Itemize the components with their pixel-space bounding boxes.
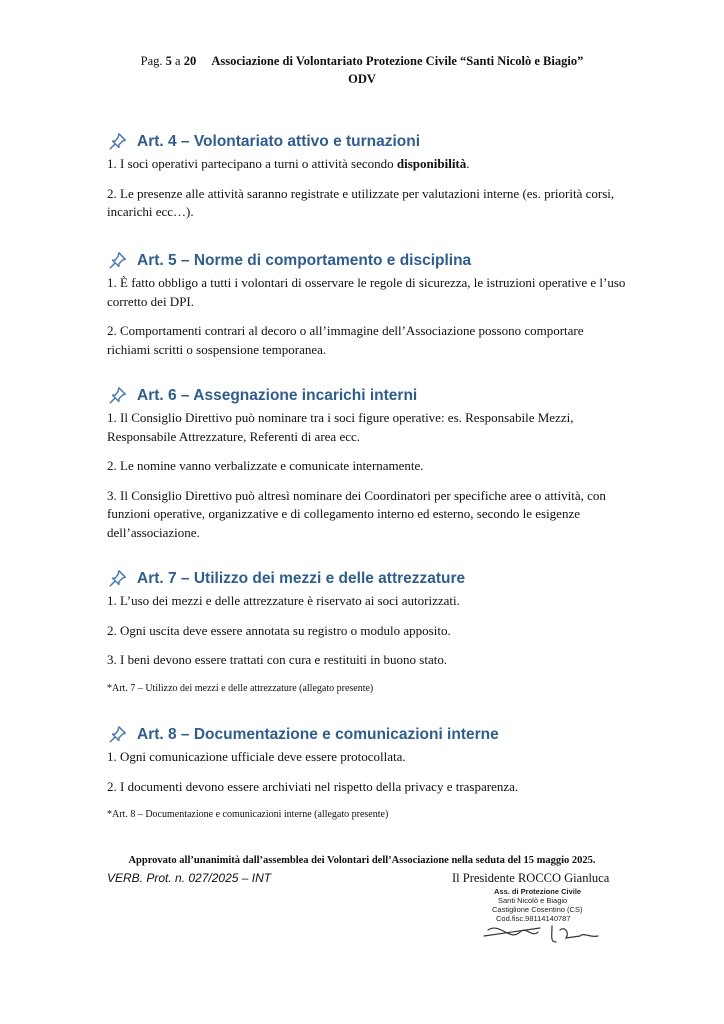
attachment-note: *Art. 8 – Documentazione e comunicazioni interne (allegato presente) [107,809,389,820]
bold-term: disponibilità [396,156,467,171]
article-title [107,385,627,407]
article-title [107,568,627,590]
article-5 [107,250,627,359]
attachment-note: *Art. 7 – Utilizzo dei mezzi e delle attrezzature (allegato presente) [107,682,374,694]
article-8 [107,724,627,822]
article-6 [107,385,627,542]
article-title-text: Art. 4 – Volontariato attivo e turnazioni [137,133,421,150]
svg-text:Ass. di Protezione Civile: Ass. di Protezione Civile [494,887,582,896]
article-paragraph: 3. I beni devono essere trattati con cura e restituiti in buono stato. [107,652,448,667]
article-paragraph: 2. Le nomine vanno verbalizzate e comunicate internamente. [107,458,424,473]
pushpin-icon [107,569,129,589]
page-header [0,52,724,88]
svg-text:Cod.fisc.98114140787: Cod.fisc.98114140787 [496,914,571,923]
article-paragraph: 1. Ogni comunicazione ufficiale deve essere protocollata. [107,749,406,764]
protocol-number: VERB. Prot. n. 027/2025 – INT [107,871,272,885]
article-paragraph: 2. Ogni uscita deve essere annotata su registro o modulo apposito. [107,622,451,638]
article-title [107,250,627,272]
official-stamp-signature [480,886,630,946]
article-title-text: Art. 5 – Norme di comportamento e disciplina [137,252,472,269]
article-paragraph: 2. I documenti devono essere archiviati nel rispetto della privacy e trasparenza. [107,778,519,794]
svg-text:Castiglione Cosentino (CS): Castiglione Cosentino (CS) [492,905,583,914]
article-title [107,131,627,153]
article-paragraph: 3. Il Consiglio Direttivo può altresì nominare dei Coordinatori per specifiche aree o attività, con funzioni operative, organizzative e di collegamento interno ed esterno, secondo le esigenze dell’associazione. [107,487,606,540]
article-paragraph: 2. Le presenze alle attività saranno registrate e utilizzate per valutazioni interne (es. priorità corsi, incarichi ecc…). [107,185,615,219]
page-prefix: Pag. [140,54,163,68]
page-total: 20 [183,54,197,68]
pushpin-icon [107,251,129,271]
svg-text:Santi Nicolò e Biagio: Santi Nicolò e Biagio [498,896,568,905]
article-title-text: Art. 7 – Utilizzo dei mezzi e delle attrezzature [137,570,466,587]
article-title [107,724,627,746]
pushpin-icon [107,386,129,406]
page-separator: a [175,54,181,68]
article-paragraph: 1. L’uso dei mezzi e delle attrezzature è riservato ai soci autorizzati. [107,593,460,608]
page-current: 5 [165,54,172,68]
article-paragraph: 1. È fatto obbligo a tutti i volontari di osservare le regole di sicurezza, le istruzioni operative e l’uso corretto dei DPI. [107,275,626,309]
article-paragraph: 1. I soci operativi partecipano a turni o attività secondo disponibilità. [107,156,470,171]
article-paragraph: 1. Il Consiglio Direttivo può nominare tra i soci figure operative: es. Responsabile Mezzi, Responsabile Attrezzature, Referenti di area ecc. [107,410,574,444]
association-title: Associazione di Volontariato Protezione Civile “Santi Nicolò e Biagio” [211,54,584,68]
article-title-text: Art. 6 – Assegnazione incarichi interni [137,387,418,404]
association-subtitle: ODV [348,72,376,86]
article-7 [107,568,627,696]
article-4 [107,131,627,222]
approval-statement: Approvato all’unanimità dall’assemblea dei Volontari dell’Associazione nella seduta del 15 maggio 2025. [128,855,596,866]
president-name: Il Presidente ROCCO Gianluca [452,871,610,885]
article-paragraph: 2. Comportamenti contrari al decoro o all’immagine dell’Associazione possono comportare richiami scritti o sospensione temporanea. [107,323,584,357]
pushpin-icon [107,132,129,152]
article-title-text: Art. 8 – Documentazione e comunicazioni interne [137,726,499,743]
pushpin-icon [107,725,129,745]
